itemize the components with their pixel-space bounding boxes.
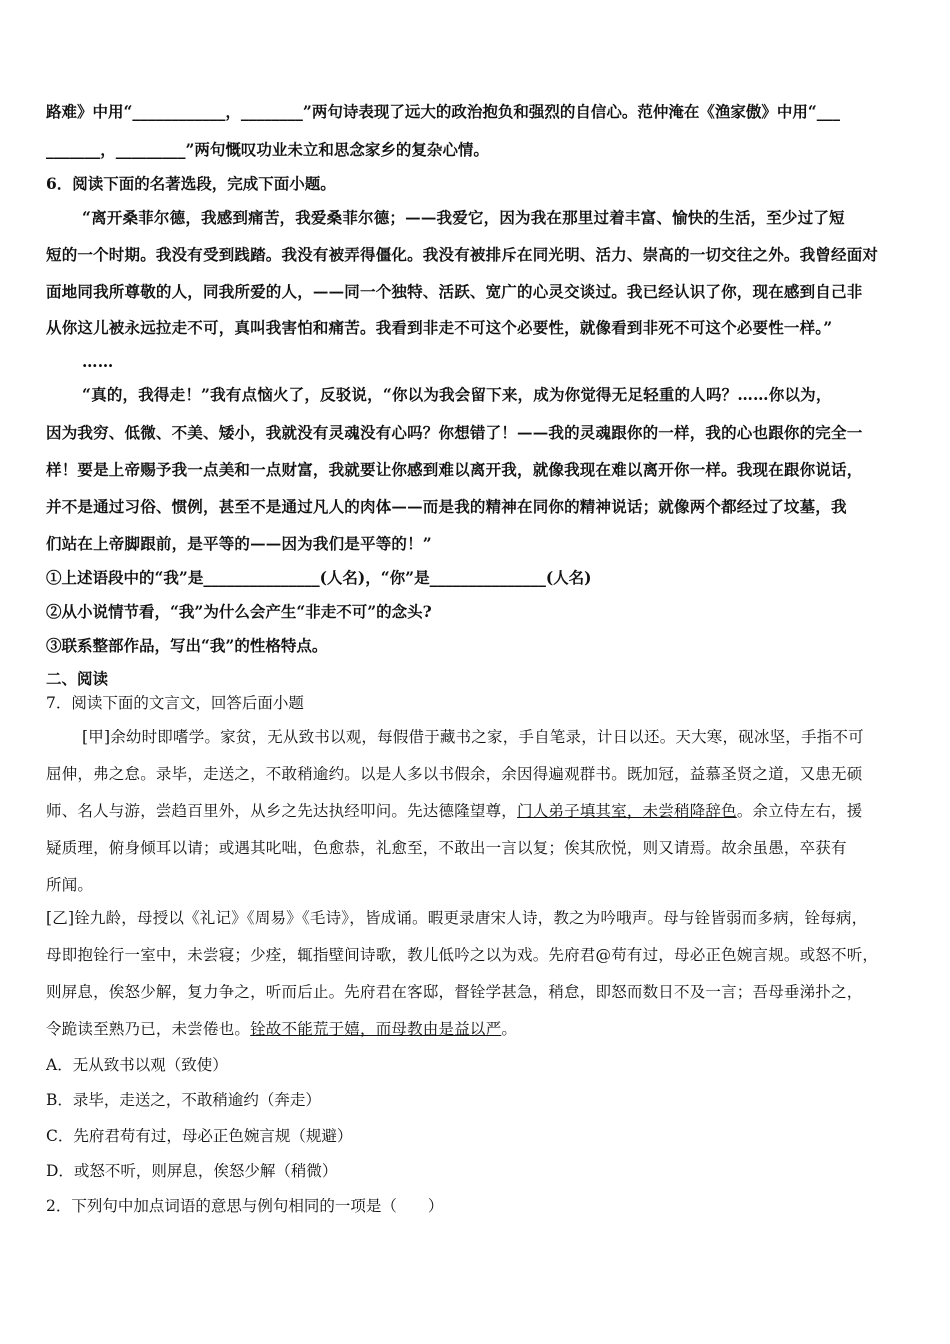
question-2: 2．下列句中加点词语的意思与例句相同的一项是（ ） <box>46 1197 444 1215</box>
yi-line: 母即抱铨行一室中，未尝寝；少痊，辄指壁间诗歌，教儿低吟之以为戏。先府君@苟有过，母必正色婉言规。或怒不听， <box>46 946 879 964</box>
sub-question-1: ①上述语段中的“我”是_______________(人名)，“你”是_______________(人名) <box>46 568 592 587</box>
yi-line: 则屏息，俟怒少解，复力争之，听而后止。先府君在客邸，督铨学甚急，稍怠，即怒而数日不及一言；吾母垂涕扑之， <box>46 983 863 1001</box>
jia-line <box>46 801 862 821</box>
passage-line: 们站在上帝脚跟前，是平等的——因为我们是平等的！” <box>46 534 432 553</box>
option-b: B．录毕，走送之，不敢稍逾约（奔走） <box>46 1091 321 1109</box>
passage-line: 因为我穷、低微、不美、矮小，我就没有灵魂没有心吗？你想错了！——我的灵魂跟你的一样，我的心也跟你的完全一 <box>46 423 863 442</box>
jia-text: 师、名人与游，尝趋百里外，从乡之先达执经叩问。先达德隆望尊， <box>46 802 518 820</box>
passage-line: 从你这儿被永远拉走不可，真叫我害怕和痛苦。我看到非走不可这个必要性，就像看到非死不可这个必要性一样。” <box>46 318 833 337</box>
passage-ellipsis: …… <box>82 352 114 371</box>
jia-line: 屈伸，弗之怠。录毕，走送之，不敢稍逾约。以是人多以书假余，余因得遍观群书。既加冠，益慕圣贤之道，又患无硕 <box>46 765 863 783</box>
yi-line <box>46 1019 517 1039</box>
jia-line: 所闻。 <box>46 876 94 894</box>
option-d: D．或怒不听，则屏息，俟怒少解（稍微） <box>46 1162 338 1180</box>
underlined-sentence: 门人弟子填其室，未尝稍降辞色 <box>517 802 737 820</box>
passage-line: “真的，我得走！”我有点恼火了，反驳说，“你以为我会留下来，成为你觉得无足轻重的人吗？……你以为， <box>82 385 832 404</box>
yi-text: 令跪读至熟乃已，未尝倦也。 <box>46 1020 251 1038</box>
question-7-heading: 7．阅读下面的文言文，回答后面小题 <box>46 694 304 712</box>
passage-line: 样！要是上帝赐予我一点美和一点财富，我就要让你感到难以离开我，就像我现在难以离开你一样。我现在跟你说话， <box>46 460 863 479</box>
question-6-heading: 6．阅读下面的名著选段，完成下面小题。 <box>46 174 336 193</box>
yi-text: 。 <box>501 1020 518 1038</box>
fill-blank-line-2: _______，_________”两句慨叹功业未立和思念家乡的复杂心情。 <box>46 140 489 159</box>
option-c: C．先府君苟有过，母必正色婉言规（规避） <box>46 1127 353 1145</box>
passage-line: 面地同我所尊敬的人，同我所爱的人，——同一个独特、活跃、宽广的心灵交谈过。我已经认识了你，现在感到自己非 <box>46 282 863 301</box>
passage-line: 短的一个时期。我没有受到践踏。我没有被弄得僵化。我没有被排斥在同光明、活力、崇高的一切交往之外。我曾经面对 <box>46 245 879 264</box>
option-a: A．无从致书以观（致使） <box>46 1056 228 1074</box>
jia-line: 疑质理，俯身倾耳以请；或遇其叱咄，色愈恭，礼愈至，不敢出一言以复；俟其欣悦，则又请焉。故余虽愚，卒获有 <box>46 839 847 857</box>
passage-line: “离开桑菲尔德，我感到痛苦，我爱桑菲尔德；——我爱它，因为我在那里过着丰富、愉快的生活，至少过了短 <box>82 208 845 227</box>
sub-question-3: ③联系整部作品，写出“我”的性格特点。 <box>46 636 328 655</box>
yi-line: [乙]铨九龄，母授以《礼记》《周易》《毛诗》，皆成诵。暇更录唐宋人诗，教之为吟哦声。母与铨皆弱而多病，铨每病， <box>46 909 868 927</box>
fill-blank-line-1: 路难》中用“____________，________”两句诗表现了远大的政治抱负和强烈的自信心。范仲淹在《渔家傲》中用“___ <box>46 102 840 121</box>
jia-text: 。余立侍左右，援 <box>736 802 863 820</box>
section-heading: 二、阅读 <box>46 669 109 688</box>
sub-question-2: ②从小说情节看，“我”为什么会产生“非走不可”的念头? <box>46 602 432 621</box>
passage-line: 并不是通过习俗、惯例，甚至不是通过凡人的肉体——而是我的精神在同你的精神说话；就像两个都经过了坟墓，我 <box>46 497 847 516</box>
jia-line: [甲]余幼时即嗜学。家贫，无从致书以观，每假借于藏书之家，手自笔录，计日以还。天大寒，砚冰坚，手指不可 <box>82 728 864 746</box>
underlined-sentence: 铨故不能荒于嬉，而母教由是益以严 <box>250 1020 502 1038</box>
